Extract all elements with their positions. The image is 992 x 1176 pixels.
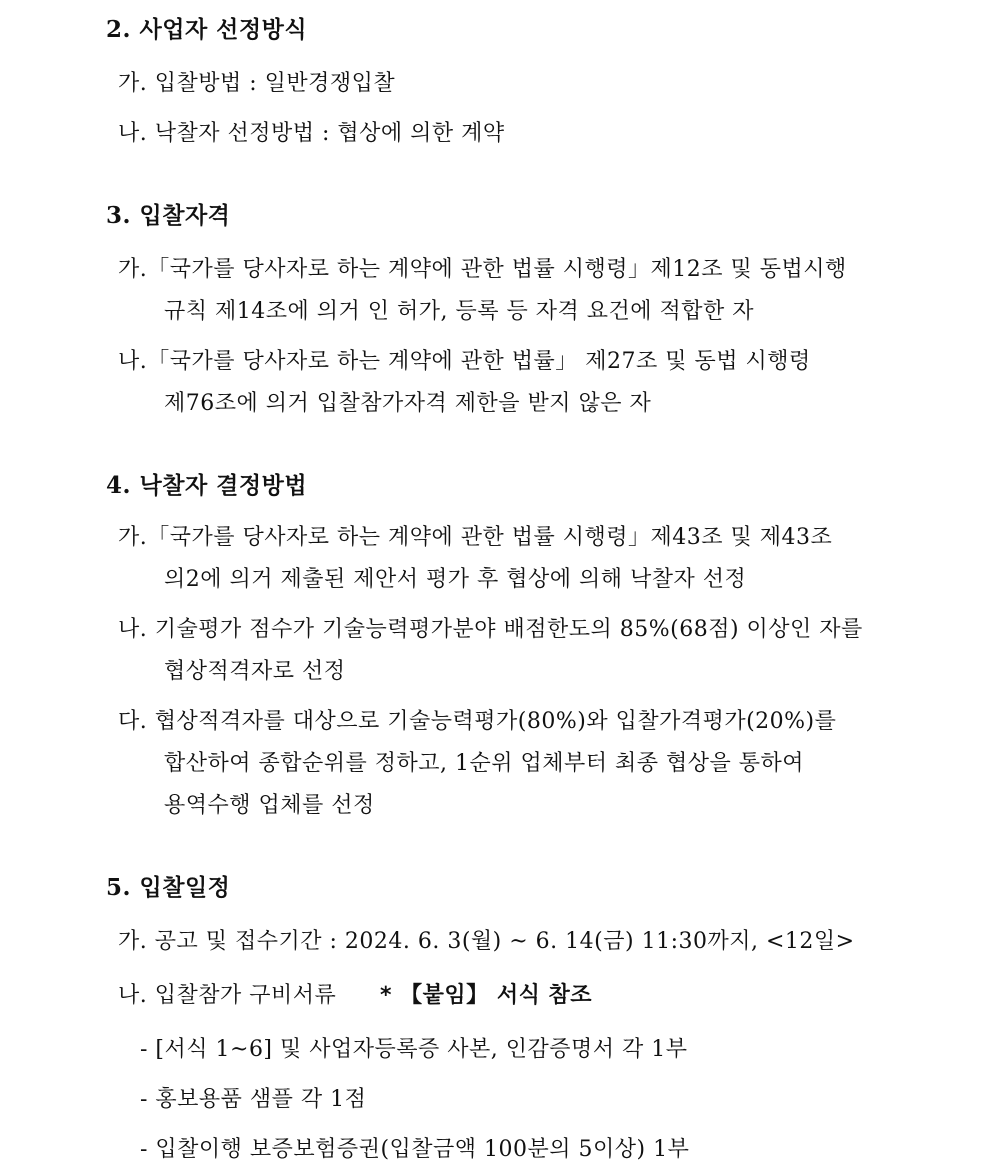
section-2-item-ga: 가. 입찰방법 : 일반경쟁입찰 [118,71,396,96]
section-4-item-ga: 가.「국가를 당사자로 하는 계약에 관한 법률 시행령」제43조 및 제43조 [118,525,833,550]
section-4-item-da-cont: 합산하여 종합순위를 정하고, 1순위 업체부터 최종 협상을 통하여 [164,751,804,776]
section-4-item-da: 다. 협상적격자를 대상으로 기술능력평가(80%)와 입찰가격평가(20%)를 [118,709,837,734]
required-doc-2: - 홍보용품 샘플 각 1점 [140,1087,367,1112]
section-2-item-na: 나. 낙찰자 선정방법 : 협상에 의한 계약 [118,121,505,146]
section-5-item-ga: 가. 공고 및 접수기간 : 2024. 6. 3(월) ~ 6. 14(금) 11:30까지, <12일> [118,929,855,954]
section-5-heading: 5. 입찰일정 [106,874,231,901]
required-doc-1: - [서식 1~6] 및 사업자등록증 사본, 인감증명서 각 1부 [140,1037,688,1062]
required-doc-3: - 입찰이행 보증보험증권(입찰금액 100분의 5이상) 1부 [140,1137,690,1162]
section-4-item-na: 나. 기술평가 점수가 기술능력평가분야 배점한도의 85%(68점) 이상인 자를 [118,617,863,642]
section-3-item-na-cont: 제76조에 의거 입찰참가자격 제한을 받지 않은 자 [164,391,652,416]
section-3-item-na: 나.「국가를 당사자로 하는 계약에 관한 법률」 제27조 및 동법 시행령 [118,349,811,374]
section-4-item-da-cont2: 용역수행 업체를 선정 [164,793,375,818]
section-3-heading: 3. 입찰자격 [106,202,231,229]
section-4-item-na-cont: 협상적격자로 선정 [164,659,346,684]
section-4-heading: 4. 낙찰자 결정방법 [106,472,308,499]
attachment-note: * 【붙임】 서식 참조 [380,983,592,1008]
section-3-item-ga-text: 가.「국가를 당사자로 하는 계약에 관한 법률 시행령」제12조 및 동법시행 [118,257,847,282]
section-5-item-na: 나. 입찰참가 구비서류 [118,983,337,1008]
section-3-item-ga-cont: 규칙 제14조에 의거 인 허가, 등록 등 자격 요건에 적합한 자 [164,299,754,324]
section-2-heading: 2. 사업자 선정방식 [106,16,308,43]
section-3-item-ga [118,254,896,286]
section-4-item-ga-cont: 의2에 의거 제출된 제안서 평가 후 협상에 의해 낙찰자 선정 [164,567,747,592]
